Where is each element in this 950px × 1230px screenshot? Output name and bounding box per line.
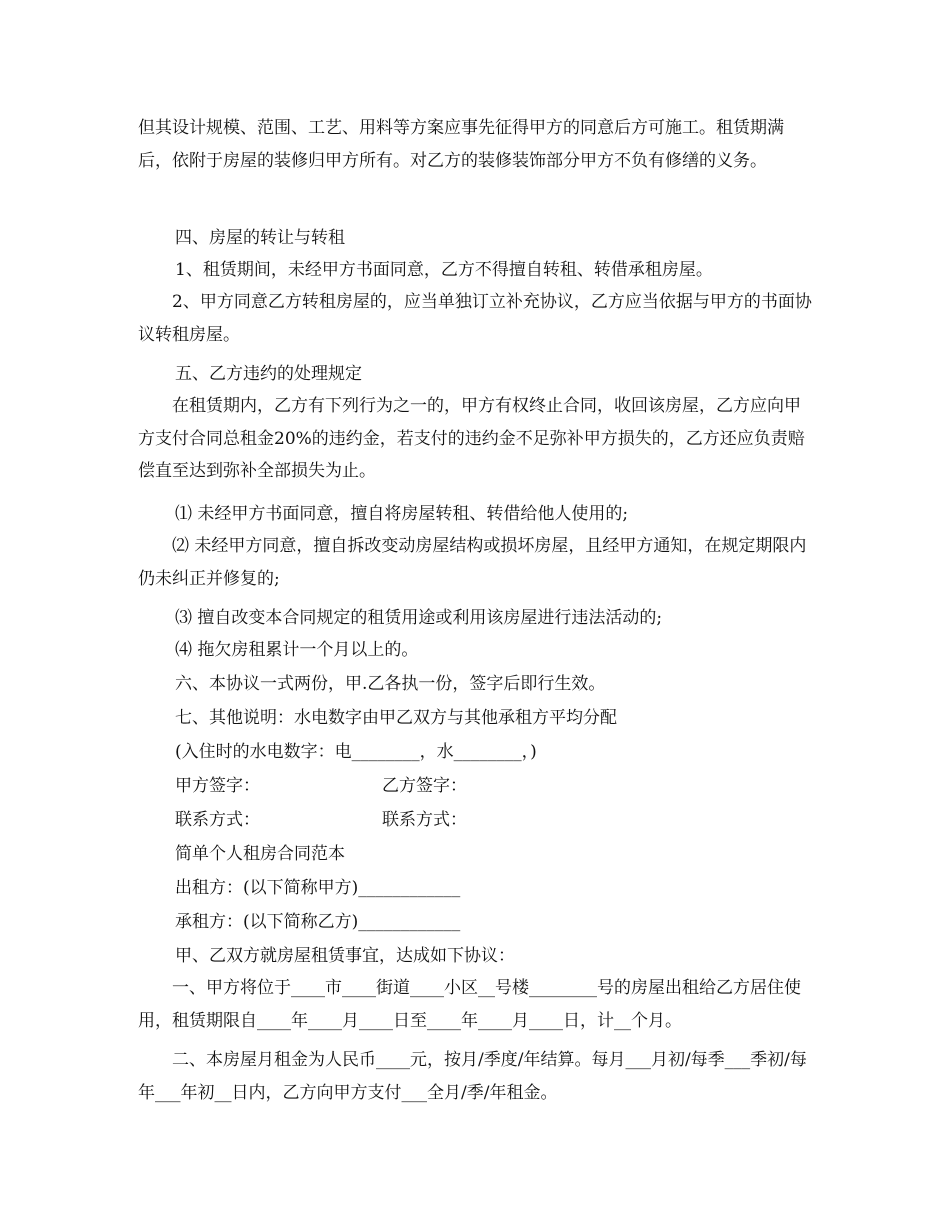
section-4-heading: 四、房屋的转让与转租 xyxy=(175,228,345,248)
contact-row xyxy=(175,804,815,837)
agreement-intro: 甲、乙双方就房屋租赁事宜，达成如下协议： xyxy=(175,946,515,966)
violation-item-4: ⑷ 拖欠房租累计一个月以上的。 xyxy=(175,640,419,660)
party-b-contact-label: 联系方式： xyxy=(382,810,467,830)
meter-reading-line: (入住时的水电数字：电________，水________，) xyxy=(175,742,537,762)
violation-item-3: ⑶ 擅自改变本合同规定的租赁用途或利用该房屋进行违法活动的; xyxy=(175,608,663,628)
lessor-line: 出租方：(以下简称甲方)____________ xyxy=(175,878,461,898)
clause-4-2: 2、甲方同意乙方转租房屋的，应当单独订立补充协议，乙方应当依据与甲方的书面协议转租房屋。 xyxy=(138,292,812,345)
party-a-signature-label: 甲方签字： xyxy=(175,776,260,796)
section-5-heading: 五、乙方违约的处理规定 xyxy=(175,364,362,384)
violation-item-2: ⑵ 未经甲方同意，擅自拆改变动房屋结构或损坏房屋，且经甲方通知，在规定期限内仍未纠正并修复的; xyxy=(138,536,807,589)
violation-item-1: ⑴ 未经甲方书面同意，擅自将房屋转租、转借给他人使用的; xyxy=(175,504,629,524)
party-b-signature-label: 乙方签字： xyxy=(382,776,467,796)
signature-row xyxy=(175,770,815,803)
clause-2: 二、本房屋月租金为人民币____元，按月/季度/年结算。每月___月初/每季___季初/每年___年初__日内，乙方向甲方支付___全月/季/年租金。 xyxy=(138,1050,807,1103)
section-6: 六、本协议一式两份，甲.乙各执一份，签字后即行生效。 xyxy=(175,674,606,694)
party-a-contact-label: 联系方式： xyxy=(175,810,260,830)
contract-title: 简单个人租房合同范本 xyxy=(175,844,345,864)
lessee-line: 承租方：(以下简称乙方)____________ xyxy=(175,912,461,932)
clause-1: 一、甲方将位于____市____街道____小区__号楼________号的房屋出租给乙方居住使用，租赁期限自____年____月____日至____年____月____日，计__个月。 xyxy=(138,978,801,1031)
clause-5-body: 在租赁期内，乙方有下列行为之一的，甲方有权终止合同，收回该房屋，乙方应向甲方支付合同总租金20%的违约金，若支付的违约金不足弥补甲方损失的，乙方还应负责赔偿直至达到弥补全部损失为止。 xyxy=(138,396,805,481)
clause-4-1: 1、租赁期间，未经甲方书面同意，乙方不得擅自转租、转借承租房屋。 xyxy=(175,260,713,280)
section-7: 七、其他说明：水电数字由甲乙双方与其他承租方平均分配 xyxy=(175,708,617,728)
intro-paragraph: 但其设计规模、范围、工艺、用料等方案应事先征得甲方的同意后方可施工。租赁期满后，依附于房屋的装修归甲方所有。对乙方的装修装饰部分甲方不负有修缮的义务。 xyxy=(138,118,784,171)
